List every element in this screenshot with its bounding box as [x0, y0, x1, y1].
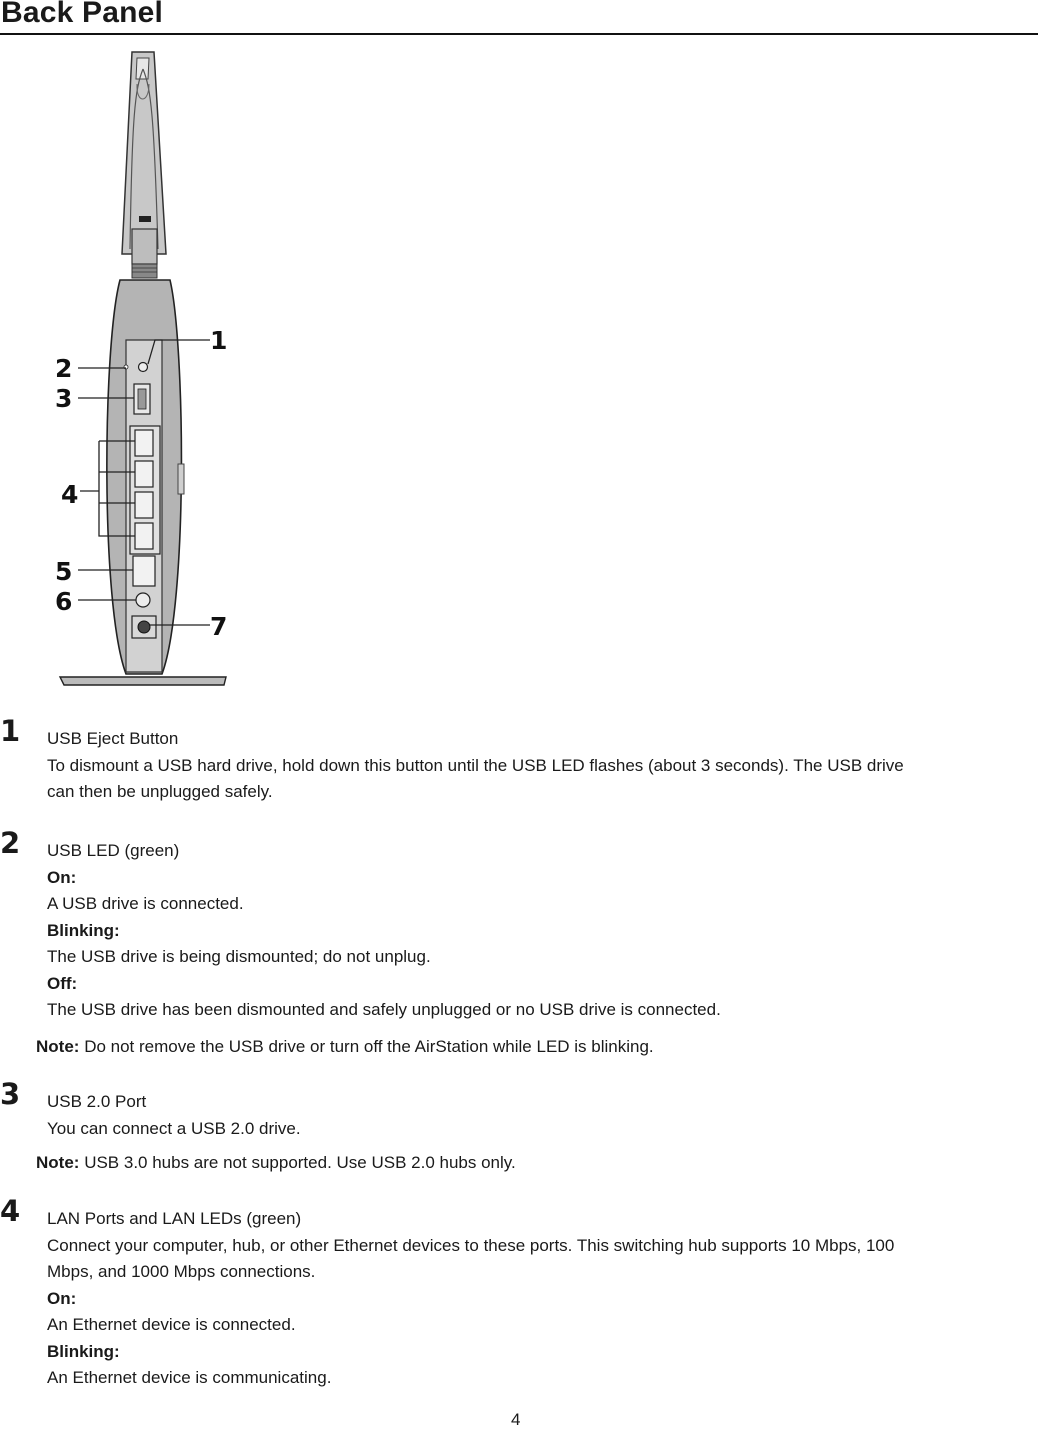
item-text: can then be unplugged safely. [47, 782, 273, 801]
antenna [122, 52, 166, 278]
state-label: On: [47, 867, 77, 887]
item-title: USB 2.0 Port [47, 1092, 147, 1111]
item-text: Mbps, and 1000 Mbps connections. [47, 1262, 316, 1281]
note-text: USB 3.0 hubs are not supported. Use USB 2.0 hubs only. [84, 1153, 516, 1172]
router-stand [60, 677, 226, 685]
note [36, 1150, 516, 1177]
item-title: USB Eject Button [47, 729, 179, 748]
item-number: 4 [0, 1194, 21, 1228]
callout-6: 6 [55, 587, 73, 616]
router-back-panel-figure [50, 44, 240, 689]
callout-3: 3 [55, 384, 73, 413]
callout-2: 2 [55, 354, 73, 383]
state-desc: The USB drive has been dismounted and safely unplugged or no USB drive is connected. [47, 1000, 721, 1019]
page-header [0, 0, 1038, 35]
state-desc: A USB drive is connected. [47, 894, 244, 913]
page-number: 4 [511, 1410, 521, 1429]
state-label: Off: [47, 973, 78, 993]
item-text: You can connect a USB 2.0 drive. [47, 1118, 301, 1138]
item-text: Connect your computer, hub, or other Ethernet devices to these ports. This switching hub supports 10 Mbps, 100 [47, 1235, 895, 1255]
item-number: 3 [0, 1077, 21, 1111]
callout-4: 4 [61, 480, 79, 509]
item-title: USB LED (green) [47, 841, 180, 860]
callout-7: 7 [210, 612, 228, 641]
usb-eject-button [139, 363, 148, 372]
item-number: 2 [0, 826, 21, 860]
item-number: 1 [0, 714, 21, 748]
state-label: Blinking: [47, 1341, 120, 1361]
wan-port [133, 556, 155, 586]
state-label: Blinking: [47, 920, 120, 940]
state-desc: The USB drive is being dismounted; do not unplug. [47, 947, 431, 966]
note-label: Note: [36, 1037, 80, 1056]
callout-1: 1 [210, 326, 228, 355]
reset-button [136, 593, 150, 607]
state-desc: An Ethernet device is communicating. [47, 1368, 332, 1387]
note [36, 1034, 654, 1061]
item-title: LAN Ports and LAN LEDs (green) [47, 1209, 302, 1228]
page-title: Back Panel [1, 0, 164, 29]
callout-5: 5 [55, 557, 73, 586]
state-desc: An Ethernet device is connected. [47, 1315, 296, 1334]
item-text: To dismount a USB hard drive, hold down this button until the USB LED flashes (about 3 seconds). The USB drive [47, 755, 904, 775]
note-text: Do not remove the USB drive or turn off the AirStation while LED is blinking. [84, 1037, 654, 1056]
state-label: On: [47, 1288, 77, 1308]
note-label: Note: [36, 1153, 80, 1172]
